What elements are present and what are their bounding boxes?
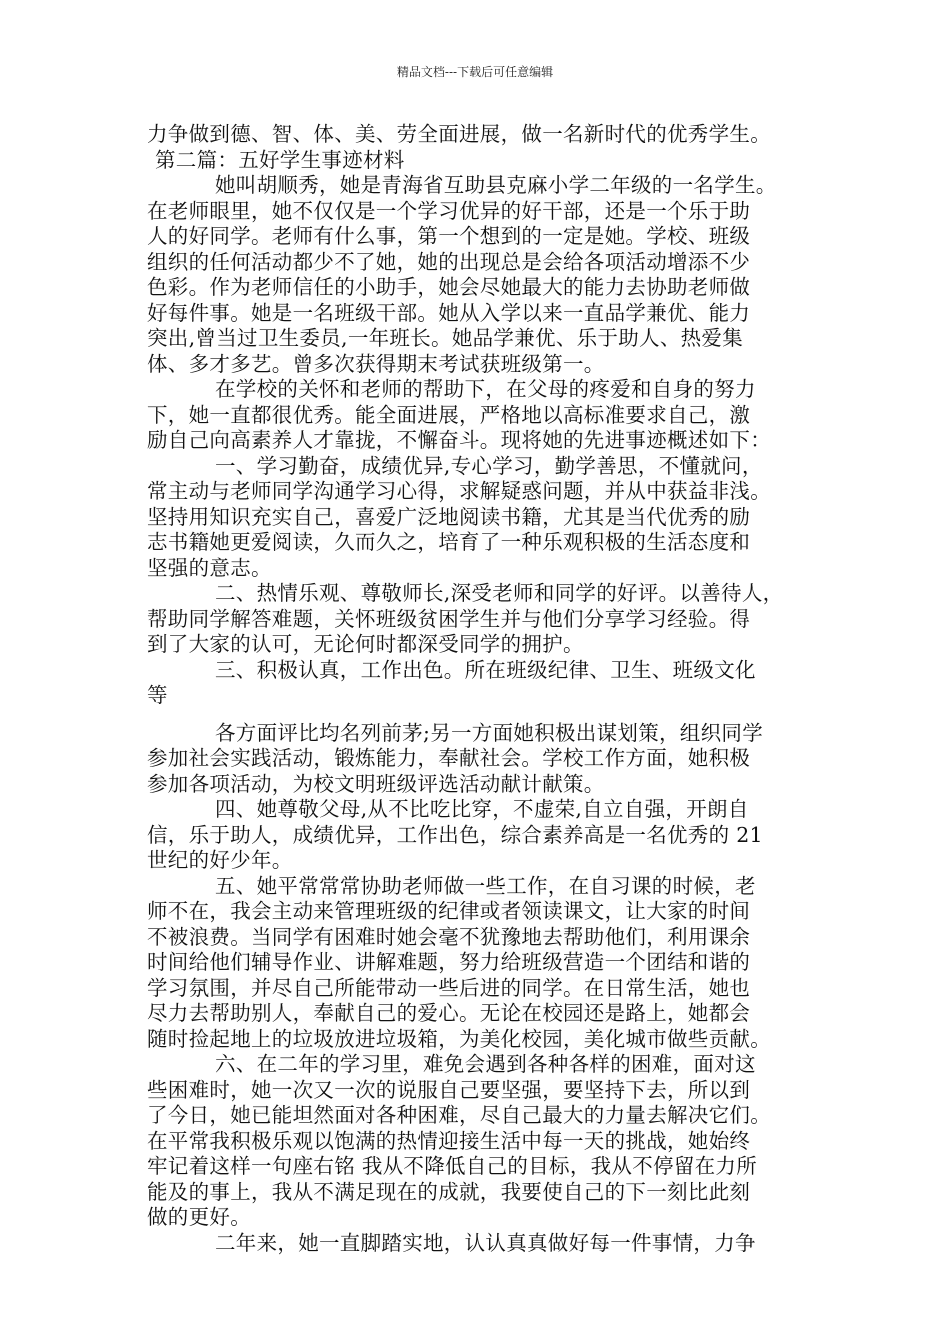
text-line: 常主动与老师同学沟通学习心得，求解疑惑问题，并从中获益非浅。 (147, 479, 771, 503)
text-line: 参加社会实践活动，锻炼能力，奉献社会。学校工作方面，她积极 (147, 746, 751, 770)
paragraph-first-line: 六、在二年的学习里，难免会遇到各种各样的困难，面对这 (215, 1052, 756, 1076)
text-line: 到了大家的认可，无论何时都深受同学的拥护。 (147, 632, 584, 656)
text-line: 信，乐于助人，成绩优异，工作出色，综合素养高是一名优秀的 21 (147, 822, 763, 847)
paragraph-first-line: 二、热情乐观、尊敬师长,深受老师和同学的好评。以善待人， (215, 581, 784, 605)
paragraph-first-line: 一、学习勤奋，成绩优异,专心学习，勤学善思，不懂就问， (215, 453, 763, 478)
paragraph-first-line: 四、她尊敬父母,从不比吃比穿，不虚荣,自立自强，开朗自 (215, 797, 749, 821)
text-line: 好每件事。她是一名班级干部。她从入学以来一直品学兼优、能力 (147, 300, 751, 325)
text-line: 些困难时，她一次又一次的说服自己要坚强，要坚持下去，所以到 (147, 1077, 751, 1102)
text-line: 能及的事上，我从不满足现在的成就，我要使自己的下一刻比此刻 (147, 1179, 751, 1204)
paragraph-first-line: 五、她平常常常协助老师做一些工作，在自习课的时候，老 (215, 873, 756, 898)
paragraph-first-line: 在学校的关怀和老师的帮助下，在父母的疼爱和自身的努力 (215, 377, 756, 401)
text-line: 等 (147, 683, 168, 707)
text-line: 人的好同学。老师有什么事，第一个想到的一定是她。学校、班级 (147, 224, 751, 248)
text-line: 坚持用知识充实自己，喜爱广泛地阅读书籍，尤其是当代优秀的励 (147, 504, 751, 529)
text-line: 世纪的好少年。 (147, 848, 293, 872)
text-line: 随时捡起地上的垃圾放进垃圾箱，为美化校园，美化城市做些贡献。 (147, 1026, 771, 1051)
paragraph-first-line: 三、积极认真，工作出色。所在班级纪律、卫生、班级文化 (215, 657, 756, 682)
text-line: 志书籍她更爱阅读，久而久之，培育了一种乐观积极的生活态度和 (147, 530, 751, 554)
text-line: 突出,曾当过卫生委员,一年班长。她品学兼优、乐于助人、热爱集 (147, 326, 744, 350)
paragraph-first-line: 她叫胡顺秀，她是青海省互助县克麻小学二年级的一名学生。 (215, 173, 777, 197)
document-body (147, 122, 837, 1256)
text-line: 牢记着这样一句座右铭 我从不降低自己的目标，我从不停留在力所 (147, 1154, 758, 1178)
text-line: 体、多才多艺。曾多次获得期末考试获班级第一。 (147, 351, 605, 376)
section-heading: 第二篇：五好学生事迹材料 (155, 147, 405, 172)
text-line: 不被浪费。当同学有困难时她会毫不犹豫地去帮助他们，利用课余 (147, 924, 751, 949)
text-line: 时间给他们辅导作业、讲解难题，努力给班级营造一个团结和谐的 (147, 950, 751, 974)
text-line: 尽力去帮助别人，奉献自己的爱心。无论在校园还是路上，她都会 (147, 1001, 751, 1025)
text-line: 做的更好。 (147, 1205, 251, 1229)
paragraph-first-line: 各方面评比均名列前茅;另一方面她积极出谋划策，组织同学 (215, 720, 764, 745)
text-line: 了今日，她已能坦然面对各种困难，尽自己最大的力量去解决它们。 (147, 1103, 771, 1127)
text-line: 参加各项活动，为校文明班级评选活动献计献策。 (147, 771, 605, 796)
text-line: 在平常我积极乐观以饱满的热情迎接生活中每一天的挑战，她始终 (147, 1128, 751, 1153)
text-line: 在老师眼里，她不仅仅是一个学习优异的好干部，还是一个乐于助 (147, 198, 751, 223)
text-line: 师不在，我会主动来管理班级的纪律或者领读课文，让大家的时间 (147, 899, 751, 923)
text-line: 下，她一直都很优秀。能全面进展，严格地以高标准要求自己，激 (147, 402, 751, 427)
text-line: 组织的任何活动都少不了她，她的出现总是会给各项活动增添不少 (147, 249, 751, 274)
paragraph-gap (147, 709, 837, 721)
text-line: 色彩。作为老师信任的小助手，她会尽她最大的能力去协助老师做 (147, 275, 751, 299)
text-line: 学习氛围，并尽自己所能带动一些后进的同学。在日常生活，她也 (147, 975, 751, 1000)
text-line: 力争做到德、智、体、美、劳全面进展，做一名新时代的优秀学生。 (147, 122, 771, 146)
text-line: 励自己向高素养人才靠拢，不懈奋斗。现将她的先进事迹概述如下： (147, 428, 771, 452)
text-line: 帮助同学解答难题，关怀班级贫困学生并与他们分享学习经验。得 (147, 606, 751, 631)
text-line: 坚强的意志。 (147, 555, 272, 580)
paragraph-first-line: 二年来，她一直脚踏实地，认认真真做好每一件事情，力争 (215, 1230, 756, 1255)
page-header: 精品文档---下载后可任意编辑 (396, 65, 554, 79)
